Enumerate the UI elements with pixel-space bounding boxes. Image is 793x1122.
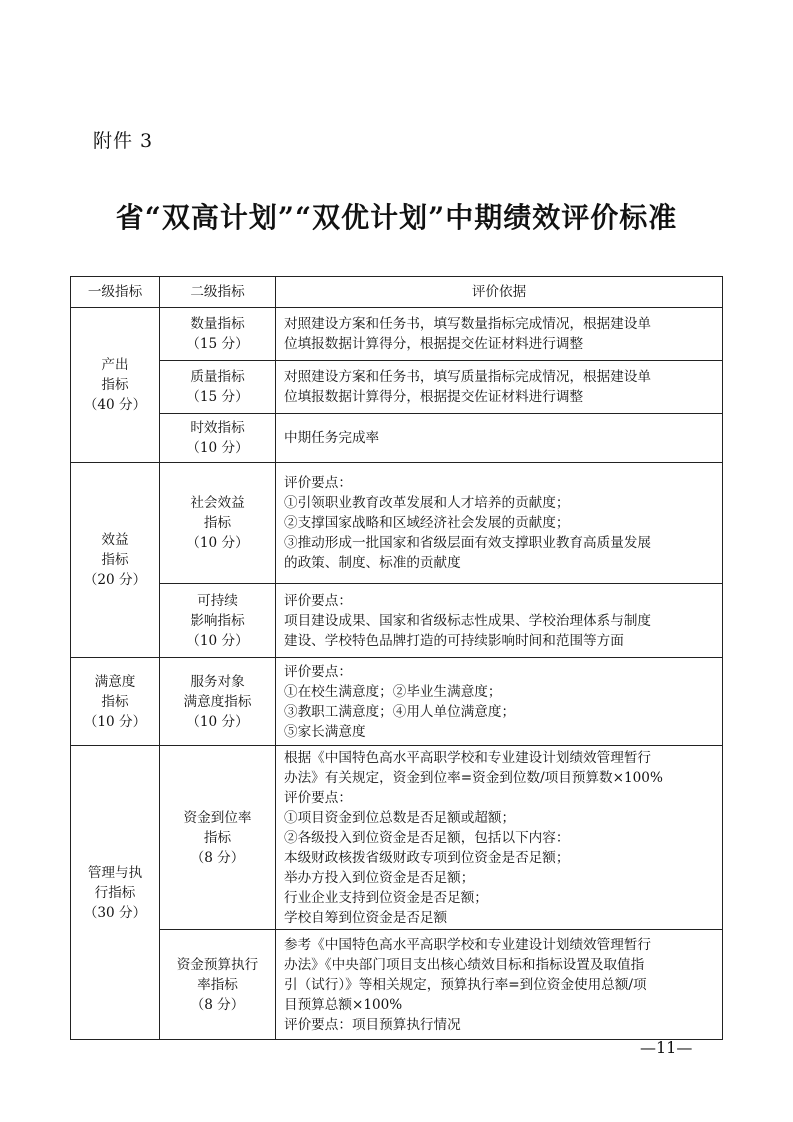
level2-indicator-cell [160,414,276,463]
level1-indicator-cell [71,308,160,463]
level1-indicator-text: （30 分） [83,904,147,921]
evaluation-basis-line: 评价要点： [284,663,352,680]
level2-indicator-cell [160,584,276,658]
page-number: —11— [640,1038,693,1057]
level2-indicator-text: 影响指标 [190,612,245,629]
evaluation-basis-line: 目预算总额×100% [284,996,403,1013]
level1-indicator-text: （20 分） [83,572,147,588]
evaluation-basis-line: 办法》有关规定，资金到位率=资金到位数/项目预算数×100% [284,769,663,786]
evaluation-basis-line: 位填报数据计算得分，根据提交佐证材料进行调整 [284,389,584,405]
level2-indicator-text: 社会效益 [190,495,245,511]
evaluation-basis-cell [276,463,723,584]
evaluation-basis-cell [276,414,723,463]
evaluation-basis-line: 办法》《中央部门项目支出核心绩效目标和指标设置及取值指 [284,956,645,973]
level2-indicator-cell [160,361,276,414]
level2-indicator-text: 数量指标 [190,316,245,332]
header-level2: 二级指标 [160,277,276,308]
table-row [71,463,723,584]
evaluation-basis-line: ⑤家长满意度 [284,723,366,740]
level2-indicator-text: （10 分） [186,535,249,551]
level1-indicator-text: 管理与执 [87,864,143,881]
level1-indicator-cell [71,463,160,658]
level2-indicator-cell [160,930,276,1040]
level2-indicator-text: 率指标 [197,976,238,993]
table-row [71,414,723,463]
evaluation-basis-line: ①项目资金到位总数是否足额或超额； [284,809,516,826]
evaluation-basis-line: 建设、学校特色品牌打造的可持续影响时间和范围等方面 [284,632,624,649]
evaluation-basis-line: 的政策、制度、标准的贡献度 [284,555,461,571]
level1-indicator-cell [71,658,160,746]
evaluation-basis-line: ②支撑国家战略和区域经济社会发展的贡献度； [284,515,570,531]
evaluation-basis-cell [276,930,723,1040]
table-row [71,930,723,1040]
level2-indicator-text: 资金到位率 [183,809,252,826]
evaluation-basis-cell [276,746,723,930]
level2-indicator-cell [160,658,276,746]
evaluation-basis-line: 根据《中国特色高水平高职学校和专业建设计划绩效管理暂行 [284,749,652,766]
level2-indicator-text: （10 分） [186,440,249,456]
level1-indicator-text: 指标 [101,693,129,710]
level1-indicator-text: 行指标 [94,884,136,901]
evaluation-basis-line: ①在校生满意度；②毕业生满意度； [284,683,502,700]
evaluation-basis-line: 参考《中国特色高水平高职学校和专业建设计划绩效管理暂行 [284,936,652,953]
evaluation-basis-cell [276,361,723,414]
level2-indicator-text: 服务对象 [190,673,245,690]
evaluation-basis-line: ②各级投入到位资金是否足额，包括以下内容： [284,829,570,846]
table-body [71,308,723,1040]
level2-indicator-text: （8 分） [190,849,245,866]
level1-indicator-cell [71,746,160,1040]
evaluation-basis-line: 引（试行）》等相关规定，预算执行率=到位资金使用总额/项 [284,976,647,993]
evaluation-basis-line: 对照建设方案和任务书，填写质量指标完成情况，根据建设单 [284,369,652,385]
evaluation-basis-line: 评价要点： [284,592,352,609]
evaluation-basis-line: ③推动形成一批国家和省级层面有效支撑职业教育高质量发展 [284,535,652,551]
level1-indicator-text: 效益 [101,532,129,548]
level2-indicator-text: 质量指标 [190,369,245,385]
level1-indicator-text: 产出 [101,357,129,373]
evaluation-basis-cell [276,584,723,658]
table-row [71,746,723,930]
header-level1: 一级指标 [71,277,160,308]
level1-indicator-text: 指标 [101,552,129,568]
evaluation-basis-line: 举办方投入到位资金是否足额； [284,869,475,886]
level1-indicator-text: （40 分） [83,397,147,413]
evaluation-basis-line: 评价要点： [284,789,352,806]
evaluation-basis-line: 项目建设成果、国家和省级标志性成果、学校治理体系与制度 [284,612,652,629]
evaluation-basis-line: ③教职工满意度；④用人单位满意度； [284,703,516,720]
document-title: 省“双高计划”“双优计划”中期绩效评价标准 [115,201,678,234]
level2-indicator-text: （10 分） [186,632,249,649]
table-row [71,584,723,658]
evaluation-basis-line: 中期任务完成率 [284,430,380,446]
level2-indicator-text: 可持续 [197,592,238,609]
evaluation-basis-cell [276,658,723,746]
evaluation-basis-line: 本级财政核拨省级财政专项到位资金是否足额； [284,849,570,866]
evaluation-basis-line: 评价要点： [284,475,352,491]
evaluation-basis-line: 对照建设方案和任务书，填写数量指标完成情况，根据建设单 [284,316,652,332]
table-row [71,361,723,414]
level2-indicator-text: 满意度指标 [183,693,252,710]
level2-indicator-text: 资金预算执行 [176,956,259,973]
level1-indicator-text: 指标 [101,377,129,393]
evaluation-standard-table [70,276,723,1040]
evaluation-basis-line: 学校自筹到位资金是否足额 [284,909,448,926]
table-row [71,308,723,361]
level2-indicator-text: （15 分） [186,336,249,352]
level2-indicator-cell [160,308,276,361]
level2-indicator-text: 指标 [203,829,232,846]
level2-indicator-text: 时效指标 [190,420,245,436]
header-basis: 评价依据 [276,277,723,308]
table-header-row [71,277,723,308]
evaluation-basis-line: 评价要点：项目预算执行情况 [284,1016,461,1033]
table-row [71,658,723,746]
evaluation-basis-line: 位填报数据计算得分，根据提交佐证材料进行调整 [284,336,584,352]
level2-indicator-text: （8 分） [190,996,245,1013]
level2-indicator-cell [160,463,276,584]
evaluation-basis-line: 行业企业支持到位资金是否足额； [284,889,488,906]
level2-indicator-text: 指标 [203,515,232,531]
level1-indicator-text: 满意度 [94,673,136,690]
level2-indicator-text: （10 分） [186,713,249,730]
level2-indicator-cell [160,746,276,930]
level2-indicator-text: （15 分） [186,389,249,405]
level1-indicator-text: （10 分） [83,713,147,730]
evaluation-basis-line: ①引领职业教育改革发展和人才培养的贡献度； [284,495,570,511]
attachment-label: 附件 3 [93,130,154,152]
evaluation-basis-cell [276,308,723,361]
